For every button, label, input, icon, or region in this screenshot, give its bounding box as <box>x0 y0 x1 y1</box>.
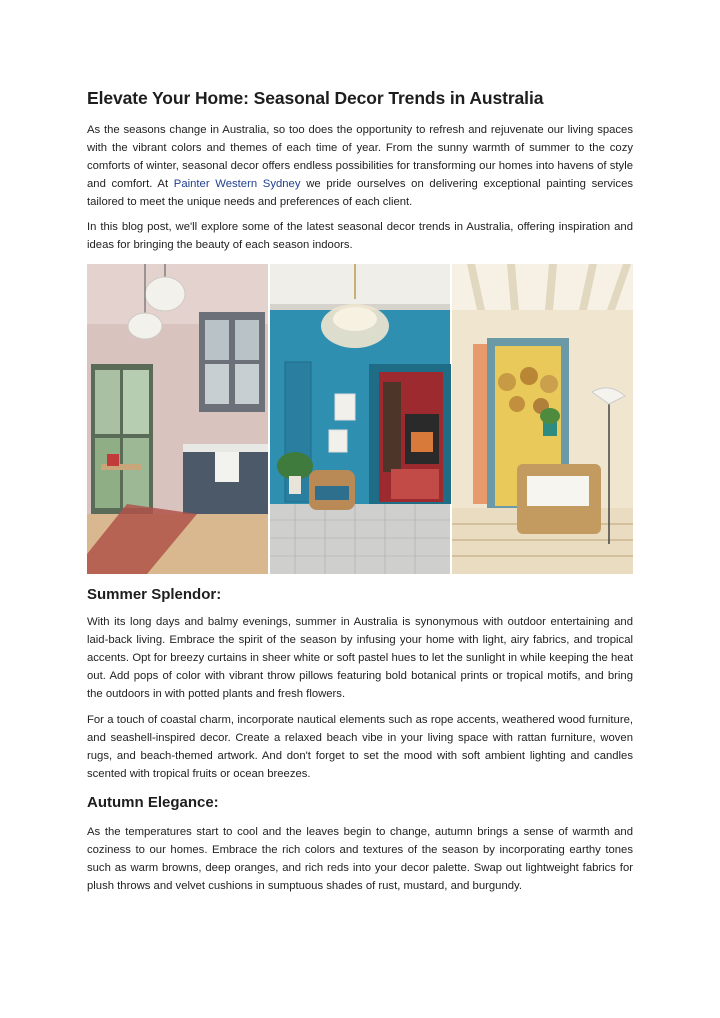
kitchen-photo <box>87 264 268 574</box>
hero-image-collage <box>87 264 633 574</box>
summer-heading: Summer Splendor: <box>87 586 222 603</box>
autumn-heading: Autumn Elegance: <box>87 794 219 811</box>
teal-room-photo <box>270 264 451 574</box>
page-title: Elevate Your Home: Seasonal Decor Trends in Australia <box>87 88 544 108</box>
summer-paragraph-2: For a touch of coastal charm, incorporate nautical elements such as rope accents, weathered wood furniture, and seashell-inspired decor. Create a relaxed beach vibe in your living space with rattan furniture, woven rugs, and beach-themed artwork. And don't forget to set the mood with soft ambient lighting and candles scented with tropical fruits or ocean breezes. <box>87 714 633 780</box>
cream-room-photo <box>452 264 633 574</box>
intro-text-after-link: we pride ourselves on delivering exceptional painting services tailored to meet the unique needs and preferences of each client. <box>87 177 634 208</box>
autumn-paragraph-1: As the temperatures start to cool and the leaves begin to change, autumn brings a sense of warmth and coziness to our homes. Embrace the rich colors and textures of the season by incorporating earthy tones such as warm browns, deep oranges, and rich reds into your decor palette. Swap out lightweight fabrics for plush throws and velvet cushions in sumptuous shades of rust, mustard, and burgundy. <box>87 826 633 892</box>
intro-paragraph <box>87 122 633 212</box>
intro-text-before-link: As the seasons change in Australia, so too does the opportunity to refresh and rejuvenate our living spaces with the vibrant colors and themes of each time of year. From the sunny warmth of summer to the cozy comforts of winter, seasonal decor offers endless possibilities for transforming our homes into havens of style and comfort. At <box>87 124 633 190</box>
summer-paragraph-1: With its long days and balmy evenings, summer in Australia is synonymous with outdoor entertaining and laid-back living. Embrace the spirit of the season by infusing your home with light, airy fabrics, and tropical accents. Opt for breezy curtains in sheer white or soft pastel hues to let the sunlight in while keeping the heat out. Add pops of color with vibrant throw pillows featuring bold botanical prints or tropical motifs, and bring the outdoors in with potted plants and fresh flowers. <box>87 616 633 700</box>
painter-western-sydney-link[interactable]: Painter Western Sydney <box>173 177 301 190</box>
intro-paragraph-2: In this blog post, we'll explore some of the latest seasonal decor trends in Australia, offering inspiration and ideas for bringing the beauty of each season indoors. <box>87 221 633 251</box>
